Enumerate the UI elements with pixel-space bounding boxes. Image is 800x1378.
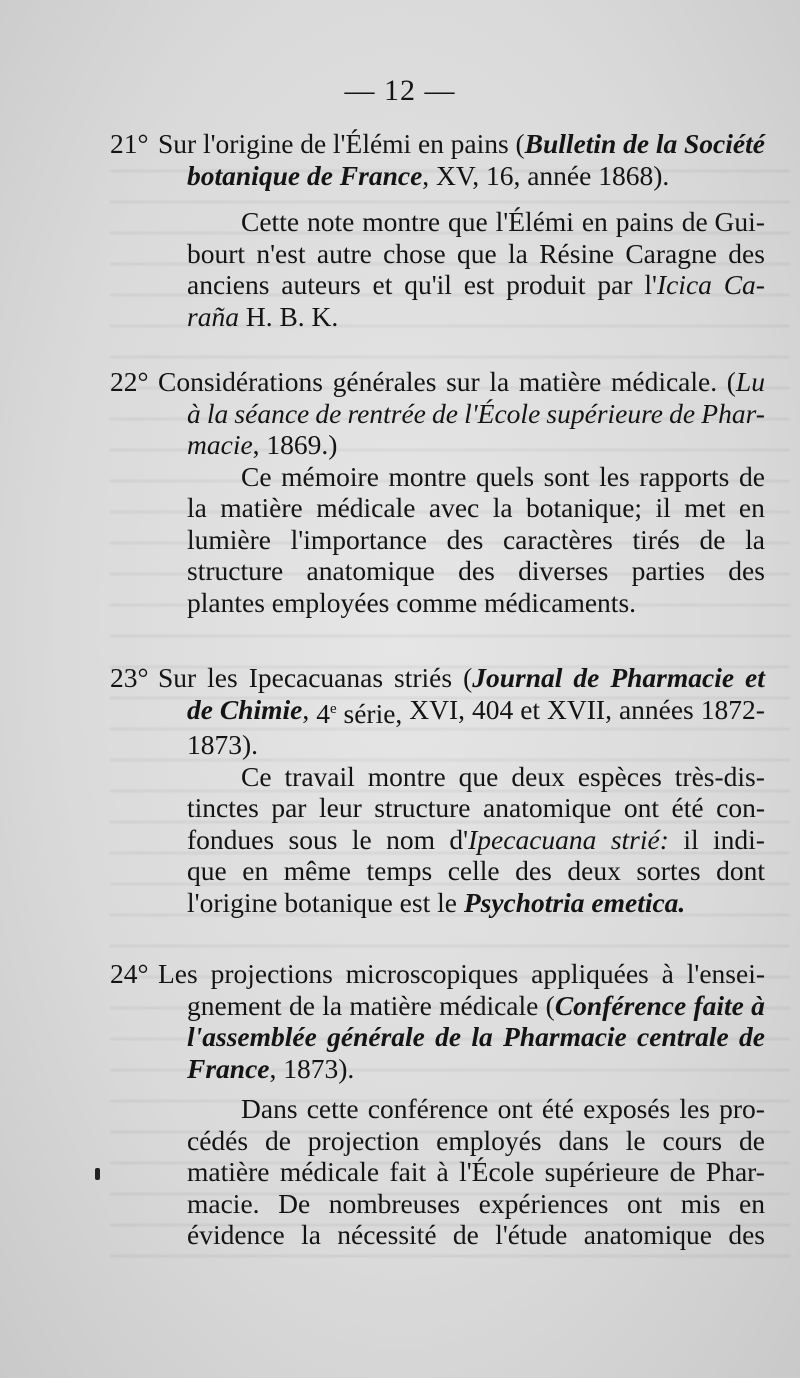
page-number: — 12 — xyxy=(344,74,456,107)
entry-23 xyxy=(110,662,765,918)
entry-22 xyxy=(110,366,765,618)
entry-21 xyxy=(110,128,765,332)
entry-body-line-1: Ce mémoire montre quels sont les rapports de xyxy=(241,460,765,492)
entry-number: 24° xyxy=(110,958,149,989)
entry-body-line-1: Cette note montre que l'Élémi en pains de Gui- xyxy=(241,206,765,237)
entry-body-line-1: Ce travail montre que deux espèces très-dis- xyxy=(241,760,765,792)
entry-title-line-1: 21° Sur l'origine de l'Élémi en pains (Bulletin de la Société xyxy=(110,128,765,159)
entry-body-line-4: macie. De nombreuses expériences ont mis en xyxy=(187,1187,765,1219)
entry-title-line-3: l'assemblée générale de la Pharmacie centrale de xyxy=(187,1021,765,1052)
entry-title-line-4: France, 1873). xyxy=(187,1052,355,1084)
entry-title-line-2: à la séance de rentrée de l'École supérieure de Phar- xyxy=(187,397,765,429)
entry-body-line-5: évidence la nécessité de l'étude anatomique des xyxy=(187,1219,765,1250)
entry-body-line-2: bourt n'est autre chose que la Résine Caragne des xyxy=(187,237,765,269)
entry-body-line-2: la matière médicale avec la botanique; il met en xyxy=(187,492,765,523)
entry-body-line-3: lumière l'importance des caractères tirés de la xyxy=(187,523,765,555)
entry-body-line-2: tinctes par leur structure anatomique ont été con- xyxy=(187,792,765,824)
entry-body-line-1: Dans cette conférence ont été exposés les pro- xyxy=(241,1093,765,1124)
entry-title-line-1: 23° Sur les Ipecacuanas striés (Journal de Pharmacie et xyxy=(110,662,765,693)
entry-body-line-4: que en même temps celle des deux sortes dont xyxy=(187,855,765,887)
entry-title-line-3: 1873). xyxy=(187,729,259,761)
entry-body-line-2: cédés de projection employés dans le cours de xyxy=(187,1124,765,1156)
entry-body-line-3: fondues sous le nom d'Ipecacuana strié: il indi- xyxy=(187,823,765,855)
entry-24 xyxy=(110,958,765,1251)
entry-title-line-2: gnement de la matière médicale (Conférence faite à xyxy=(187,989,765,1021)
entry-title-line-2: de Chimie, 4e série, XVI, 404 et XVII, années 1872- xyxy=(187,693,765,729)
entry-body-line-4: raña H. B. K. xyxy=(187,300,339,332)
ink-mark xyxy=(95,1168,100,1180)
entry-body-line-5: l'origine botanique est le Psychotria emetica. xyxy=(187,886,686,918)
entry-title-line-3: macie, 1869.) xyxy=(187,429,338,460)
entry-title-line-2: botanique de France, XV, 16, année 1868). xyxy=(187,159,670,191)
entry-number: 23° xyxy=(110,662,149,693)
entry-body-line-5: plantes employées comme médicaments. xyxy=(187,586,637,618)
entry-number: 22° xyxy=(110,366,149,397)
entry-title-line-1: 24° Les projections microscopiques appliquées à l'ensei- xyxy=(110,958,765,989)
entry-number: 21° xyxy=(110,128,149,159)
entry-body-line-3: matière médicale fait à l'École supérieure de Phar- xyxy=(187,1156,765,1187)
entry-body-line-4: structure anatomique des diverses parties des xyxy=(187,555,765,586)
entry-body-line-3: anciens auteurs et qu'il est produit par l'Icica Ca- xyxy=(187,269,765,300)
entry-title-line-1: 22° Considérations générales sur la matière médicale. (Lu xyxy=(110,366,765,397)
